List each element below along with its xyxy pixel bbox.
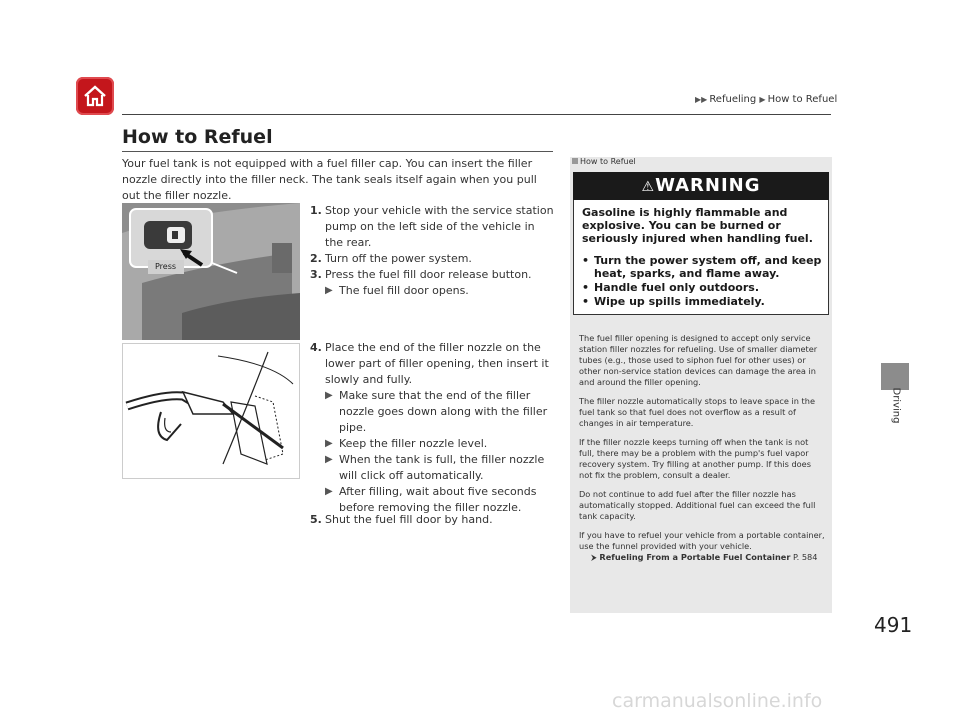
section-label: Driving [890, 387, 902, 424]
page-title: How to Refuel [122, 126, 273, 148]
breadcrumb-item[interactable]: Refueling [709, 94, 757, 105]
home-button[interactable] [76, 77, 114, 115]
step-substep: ▶ After filling, wait about five seconds before removing the filler nozzle. [325, 485, 537, 514]
step-number: 1. [310, 204, 322, 217]
substep-arrow-icon: ▶ [325, 454, 333, 465]
step-text: Turn off the power system. [325, 252, 472, 265]
step-number: 2. [310, 252, 322, 265]
reference-arrow-icon: ⮞ [591, 553, 597, 562]
header-divider [122, 114, 831, 115]
substep-arrow-icon: ▶ [325, 486, 333, 497]
warning-triangle-icon: ⚠ [641, 179, 656, 195]
breadcrumb-item: How to Refuel [767, 94, 838, 105]
warning-item: • Handle fuel only outdoors. [582, 281, 822, 294]
note-marker-icon [572, 158, 578, 164]
cross-reference-link[interactable]: ⮞ Refueling From a Portable Fuel Container P. 584 [591, 552, 818, 562]
step-5 [310, 512, 554, 528]
note-paragraph: The filler nozzle automatically stops to leave space in the fuel tank so that fuel does not overflow as a result of changes in air temperature. [579, 396, 815, 428]
press-callout: Press [155, 262, 177, 271]
step-substep: ▶ Make sure that the end of the filler nozzle goes down along with the filler pipe. [325, 389, 548, 434]
side-note-body [579, 333, 826, 563]
step-text: Press the fuel fill door release button. [325, 268, 532, 281]
warning-body [582, 206, 822, 309]
note-paragraph: Do not continue to add fuel after the filler nozzle has automatically stopped. Additional fuel can exceed the full tank capacity. [579, 489, 816, 521]
substep-arrow-icon: ▶ [325, 285, 333, 296]
step-substep: ▶ The fuel fill door opens. [325, 284, 469, 297]
step-text: Place the end of the filler nozzle on the lower part of filler opening, then insert it slowly and fully. [325, 341, 549, 386]
warning-item: • Wipe up spills immediately. [582, 295, 822, 308]
warning-list [582, 254, 822, 308]
step-1 [310, 203, 554, 251]
step-text: Shut the fuel fill door by hand. [325, 513, 493, 526]
breadcrumb-arrow-icon: ▶ [759, 95, 766, 104]
step-4 [310, 340, 554, 516]
step-substep: ▶ Keep the filler nozzle level. [325, 437, 488, 450]
home-icon [82, 83, 108, 109]
step-substep: ▶ When the tank is full, the filler nozzle will click off automatically. [325, 453, 545, 482]
note-paragraph: If you have to refuel your vehicle from a portable container, use the funnel provided with your vehicle. [579, 530, 825, 551]
title-divider [122, 151, 553, 152]
step-number: 3. [310, 268, 322, 281]
step-number: 5. [310, 513, 322, 526]
note-paragraph: If the filler nozzle keeps turning off when the tank is not full, there may be a problem with the pump's fuel vapor recovery system. Try filling at another pump. If this does not fix the problem, consult a dealer. [579, 437, 811, 480]
filler-nozzle-illustration [122, 343, 300, 479]
breadcrumb-arrow-icon: ▶▶ [695, 95, 708, 104]
note-paragraph: The fuel filler opening is designed to accept only service station filler nozzles for refueling. Use of smaller diameter tubes (e.g., those used to siphon fuel for other uses) or other non-service station devices can damage the area in and around the filler opening. [579, 333, 818, 387]
step-text: Stop your vehicle with the service station pump on the left side of the vehicle in the rear. [325, 204, 554, 249]
step-number: 4. [310, 341, 322, 354]
breadcrumb [695, 94, 837, 105]
substep-arrow-icon: ▶ [325, 390, 333, 401]
watermark: carmanualsonline.info [612, 690, 823, 712]
substep-arrow-icon: ▶ [325, 438, 333, 449]
step-2 [310, 251, 554, 267]
fuel-door-button-photo [122, 203, 300, 340]
step-3 [310, 267, 554, 299]
side-note-heading: How to Refuel [570, 157, 832, 166]
intro-text: Your fuel tank is not equipped with a fuel filler cap. You can insert the filler nozzle directly into the filler neck. The tank seals itself again when you pull out the filler nozzle. [122, 157, 537, 202]
warning-text: Gasoline is highly flammable and explosive. You can be burned or seriously injured when handling fuel. [582, 206, 813, 245]
page-number: 491 [874, 613, 913, 637]
warning-item: • Turn the power system off, and keep heat, sparks, and flame away. [582, 254, 822, 280]
warning-title: ⚠WARNING [573, 172, 829, 200]
